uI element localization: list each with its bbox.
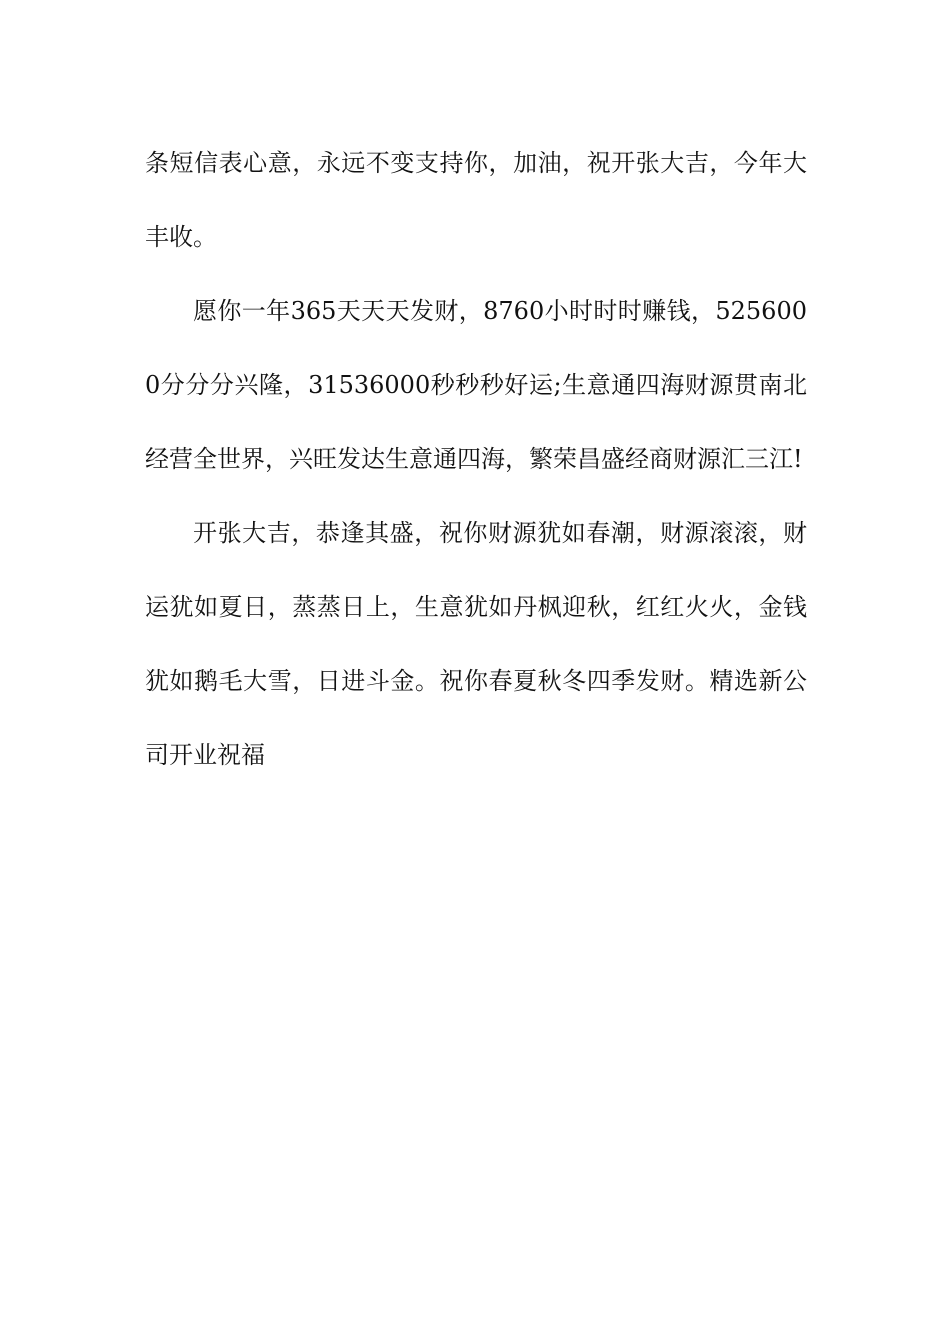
document-body bbox=[145, 126, 807, 792]
paragraph-opening-blessing: 开张大吉，恭逢其盛，祝你财源犹如春潮，财源滚滚，财运犹如夏日，蒸蒸日上，生意犹如丹枫迎秋，红红火火，金钱犹如鹅毛大雪，日进斗金。祝你春夏秋冬四季发财。精选新公司开业祝福 bbox=[145, 519, 807, 769]
paragraph-wishes-numbers: 愿你一年365天天天发财，8760小时时时赚钱，5256000分分分兴隆，31536000秒秒秒好运;生意通四海财源贯南北经营全世界，兴旺发达生意通四海，繁荣昌盛经商财源汇三江! bbox=[145, 297, 807, 473]
paragraph-continued: 条短信表心意，永远不变支持你，加油，祝开张大吉，今年大丰收。 bbox=[145, 149, 807, 251]
